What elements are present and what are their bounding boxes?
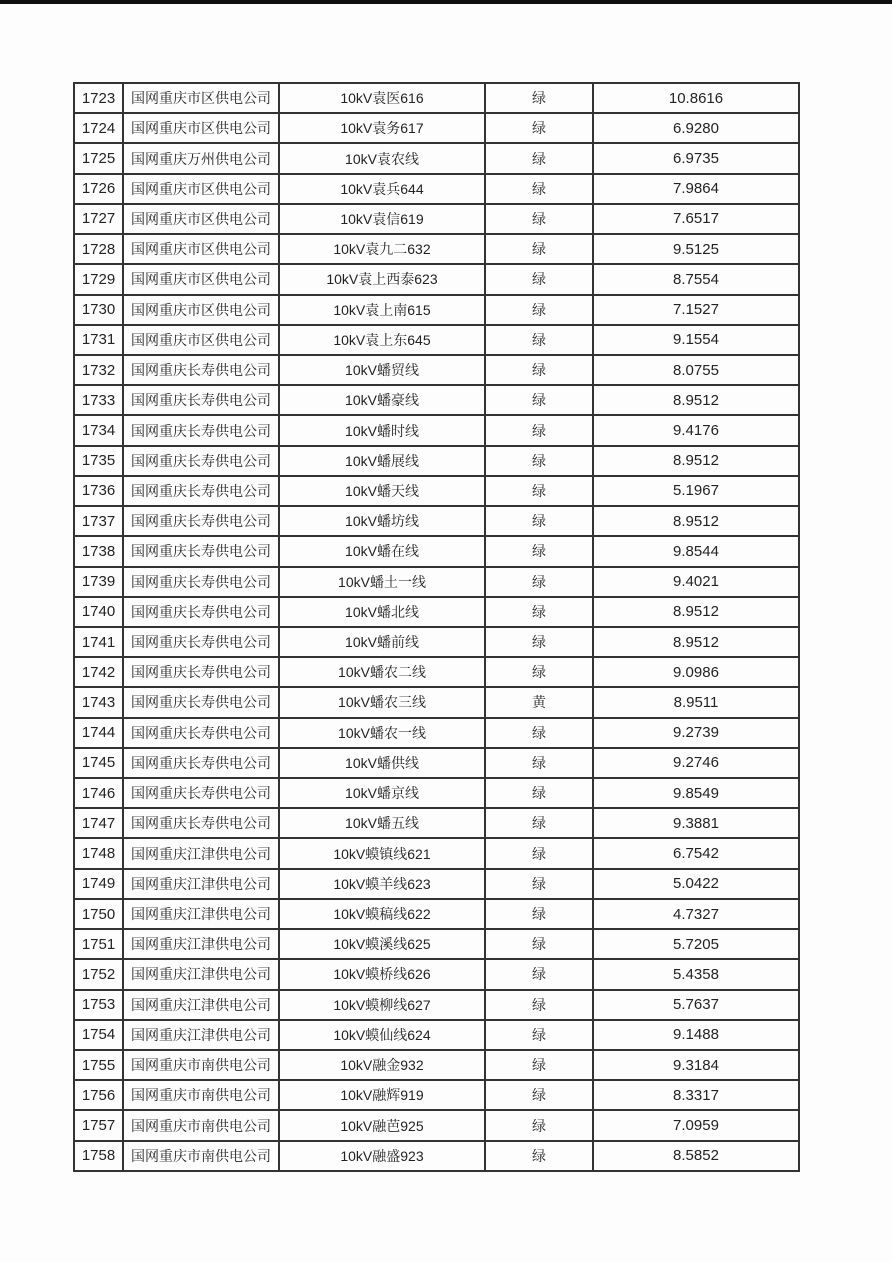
table-row — [74, 355, 799, 385]
company-cell: 国网重庆长寿供电公司 — [123, 718, 279, 748]
table-row — [74, 869, 799, 899]
line-name-cell: 10kV蟠时线 — [279, 415, 485, 445]
line-name-cell: 10kV蟠五线 — [279, 808, 485, 838]
line-name-cell: 10kV融金932 — [279, 1050, 485, 1080]
value-cell: 7.1527 — [593, 295, 799, 325]
company-cell: 国网重庆江津供电公司 — [123, 869, 279, 899]
value-cell: 8.9511 — [593, 687, 799, 717]
value-cell: 9.0986 — [593, 657, 799, 687]
row-number-cell: 1738 — [74, 536, 123, 566]
table-row — [74, 567, 799, 597]
row-number-cell: 1754 — [74, 1020, 123, 1050]
company-cell: 国网重庆江津供电公司 — [123, 959, 279, 989]
line-name-cell: 10kV蟠贸线 — [279, 355, 485, 385]
row-number-cell: 1746 — [74, 778, 123, 808]
status-cell: 绿 — [485, 476, 593, 506]
value-cell: 10.8616 — [593, 83, 799, 113]
company-cell: 国网重庆市区供电公司 — [123, 204, 279, 234]
table-row — [74, 1050, 799, 1080]
status-cell: 绿 — [485, 536, 593, 566]
line-name-cell: 10kV蟠农三线 — [279, 687, 485, 717]
table-row — [74, 113, 799, 143]
row-number-cell: 1755 — [74, 1050, 123, 1080]
company-cell: 国网重庆市区供电公司 — [123, 83, 279, 113]
row-number-cell: 1736 — [74, 476, 123, 506]
line-name-cell: 10kV袁兵644 — [279, 174, 485, 204]
status-cell: 绿 — [485, 174, 593, 204]
company-cell: 国网重庆市南供电公司 — [123, 1141, 279, 1171]
status-cell: 绿 — [485, 325, 593, 355]
value-cell: 9.4021 — [593, 567, 799, 597]
line-name-cell: 10kV蟠前线 — [279, 627, 485, 657]
row-number-cell: 1747 — [74, 808, 123, 838]
status-cell: 绿 — [485, 83, 593, 113]
row-number-cell: 1753 — [74, 990, 123, 1020]
value-cell: 8.9512 — [593, 597, 799, 627]
value-cell: 5.7637 — [593, 990, 799, 1020]
row-number-cell: 1743 — [74, 687, 123, 717]
table-row — [74, 234, 799, 264]
table-row — [74, 295, 799, 325]
line-name-cell: 10kV蟠坊线 — [279, 506, 485, 536]
value-cell: 9.8549 — [593, 778, 799, 808]
table-row — [74, 204, 799, 234]
line-name-cell: 10kV蟆柳线627 — [279, 990, 485, 1020]
table-row — [74, 808, 799, 838]
company-cell: 国网重庆长寿供电公司 — [123, 567, 279, 597]
table-row — [74, 657, 799, 687]
value-cell: 8.0755 — [593, 355, 799, 385]
value-cell: 9.1488 — [593, 1020, 799, 1050]
line-name-cell: 10kV蟠供线 — [279, 748, 485, 778]
table-row — [74, 325, 799, 355]
power-line-table — [73, 82, 800, 1172]
row-number-cell: 1756 — [74, 1080, 123, 1110]
row-number-cell: 1757 — [74, 1110, 123, 1140]
status-cell: 绿 — [485, 718, 593, 748]
table-row — [74, 385, 799, 415]
table-row — [74, 929, 799, 959]
table-row — [74, 687, 799, 717]
status-cell: 绿 — [485, 869, 593, 899]
row-number-cell: 1723 — [74, 83, 123, 113]
table-row — [74, 446, 799, 476]
row-number-cell: 1730 — [74, 295, 123, 325]
table-row — [74, 778, 799, 808]
table-row — [74, 597, 799, 627]
status-cell: 绿 — [485, 627, 593, 657]
line-name-cell: 10kV蟠在线 — [279, 536, 485, 566]
line-name-cell: 10kV蟆溪线625 — [279, 929, 485, 959]
line-name-cell: 10kV袁上西泰623 — [279, 264, 485, 294]
company-cell: 国网重庆长寿供电公司 — [123, 657, 279, 687]
table-row — [74, 1020, 799, 1050]
row-number-cell: 1726 — [74, 174, 123, 204]
line-name-cell: 10kV融芭925 — [279, 1110, 485, 1140]
value-cell: 9.3881 — [593, 808, 799, 838]
value-cell: 9.4176 — [593, 415, 799, 445]
line-name-cell: 10kV袁务617 — [279, 113, 485, 143]
company-cell: 国网重庆长寿供电公司 — [123, 687, 279, 717]
company-cell: 国网重庆长寿供电公司 — [123, 748, 279, 778]
line-name-cell: 10kV融盛923 — [279, 1141, 485, 1171]
line-name-cell: 10kV蟠土一线 — [279, 567, 485, 597]
status-cell: 绿 — [485, 597, 593, 627]
value-cell: 5.7205 — [593, 929, 799, 959]
status-cell: 绿 — [485, 567, 593, 597]
row-number-cell: 1729 — [74, 264, 123, 294]
value-cell: 8.9512 — [593, 446, 799, 476]
row-number-cell: 1737 — [74, 506, 123, 536]
value-cell: 9.3184 — [593, 1050, 799, 1080]
line-name-cell: 10kV蟠天线 — [279, 476, 485, 506]
value-cell: 8.7554 — [593, 264, 799, 294]
table-row — [74, 838, 799, 868]
status-cell: 绿 — [485, 234, 593, 264]
status-cell: 绿 — [485, 355, 593, 385]
top-bar — [0, 0, 892, 4]
table-row — [74, 536, 799, 566]
value-cell: 6.7542 — [593, 838, 799, 868]
value-cell: 9.2739 — [593, 718, 799, 748]
company-cell: 国网重庆长寿供电公司 — [123, 627, 279, 657]
value-cell: 6.9280 — [593, 113, 799, 143]
status-cell: 绿 — [485, 990, 593, 1020]
value-cell: 8.9512 — [593, 506, 799, 536]
company-cell: 国网重庆市区供电公司 — [123, 113, 279, 143]
value-cell: 7.0959 — [593, 1110, 799, 1140]
status-cell: 绿 — [485, 959, 593, 989]
status-cell: 绿 — [485, 1050, 593, 1080]
company-cell: 国网重庆市区供电公司 — [123, 325, 279, 355]
status-cell: 绿 — [485, 929, 593, 959]
line-name-cell: 10kV蟠豪线 — [279, 385, 485, 415]
status-cell: 绿 — [485, 838, 593, 868]
value-cell: 6.9735 — [593, 143, 799, 173]
status-cell: 绿 — [485, 264, 593, 294]
line-name-cell: 10kV蟠农一线 — [279, 718, 485, 748]
line-name-cell: 10kV蟆桥线626 — [279, 959, 485, 989]
table-row — [74, 990, 799, 1020]
line-name-cell: 10kV袁上南615 — [279, 295, 485, 325]
value-cell: 8.9512 — [593, 385, 799, 415]
status-cell: 绿 — [485, 415, 593, 445]
row-number-cell: 1739 — [74, 567, 123, 597]
line-name-cell: 10kV蟠展线 — [279, 446, 485, 476]
status-cell: 黄 — [485, 687, 593, 717]
company-cell: 国网重庆长寿供电公司 — [123, 536, 279, 566]
company-cell: 国网重庆江津供电公司 — [123, 929, 279, 959]
status-cell: 绿 — [485, 1020, 593, 1050]
value-cell: 5.4358 — [593, 959, 799, 989]
line-name-cell: 10kV蟆羊线623 — [279, 869, 485, 899]
row-number-cell: 1732 — [74, 355, 123, 385]
company-cell: 国网重庆长寿供电公司 — [123, 446, 279, 476]
row-number-cell: 1734 — [74, 415, 123, 445]
company-cell: 国网重庆长寿供电公司 — [123, 355, 279, 385]
line-name-cell: 10kV蟆仙线624 — [279, 1020, 485, 1050]
value-cell: 5.1967 — [593, 476, 799, 506]
line-name-cell: 10kV袁信619 — [279, 204, 485, 234]
document-sheet — [73, 82, 798, 1172]
value-cell: 9.2746 — [593, 748, 799, 778]
row-number-cell: 1748 — [74, 838, 123, 868]
company-cell: 国网重庆市区供电公司 — [123, 174, 279, 204]
value-cell: 8.5852 — [593, 1141, 799, 1171]
line-name-cell: 10kV蟠农二线 — [279, 657, 485, 687]
row-number-cell: 1741 — [74, 627, 123, 657]
table-row — [74, 1110, 799, 1140]
row-number-cell: 1750 — [74, 899, 123, 929]
table-row — [74, 1141, 799, 1171]
value-cell: 8.9512 — [593, 627, 799, 657]
row-number-cell: 1727 — [74, 204, 123, 234]
row-number-cell: 1749 — [74, 869, 123, 899]
row-number-cell: 1728 — [74, 234, 123, 264]
status-cell: 绿 — [485, 1110, 593, 1140]
table-row — [74, 476, 799, 506]
table-body — [74, 83, 799, 1171]
status-cell: 绿 — [485, 204, 593, 234]
company-cell: 国网重庆江津供电公司 — [123, 1020, 279, 1050]
company-cell: 国网重庆江津供电公司 — [123, 838, 279, 868]
row-number-cell: 1745 — [74, 748, 123, 778]
row-number-cell: 1735 — [74, 446, 123, 476]
company-cell: 国网重庆长寿供电公司 — [123, 778, 279, 808]
table-row — [74, 415, 799, 445]
company-cell: 国网重庆江津供电公司 — [123, 899, 279, 929]
table-row — [74, 899, 799, 929]
line-name-cell: 10kV蟆稿线622 — [279, 899, 485, 929]
value-cell: 9.1554 — [593, 325, 799, 355]
value-cell: 9.5125 — [593, 234, 799, 264]
row-number-cell: 1724 — [74, 113, 123, 143]
row-number-cell: 1742 — [74, 657, 123, 687]
status-cell: 绿 — [485, 748, 593, 778]
status-cell: 绿 — [485, 113, 593, 143]
table-row — [74, 506, 799, 536]
line-name-cell: 10kV袁医616 — [279, 83, 485, 113]
status-cell: 绿 — [485, 778, 593, 808]
value-cell: 7.6517 — [593, 204, 799, 234]
company-cell: 国网重庆长寿供电公司 — [123, 415, 279, 445]
table-row — [74, 174, 799, 204]
company-cell: 国网重庆市区供电公司 — [123, 264, 279, 294]
table-row — [74, 718, 799, 748]
line-name-cell: 10kV袁上东645 — [279, 325, 485, 355]
row-number-cell: 1740 — [74, 597, 123, 627]
company-cell: 国网重庆市区供电公司 — [123, 234, 279, 264]
company-cell: 国网重庆万州供电公司 — [123, 143, 279, 173]
line-name-cell: 10kV蟠北线 — [279, 597, 485, 627]
table-row — [74, 83, 799, 113]
row-number-cell: 1751 — [74, 929, 123, 959]
row-number-cell: 1752 — [74, 959, 123, 989]
company-cell: 国网重庆市南供电公司 — [123, 1080, 279, 1110]
row-number-cell: 1731 — [74, 325, 123, 355]
status-cell: 绿 — [485, 446, 593, 476]
status-cell: 绿 — [485, 295, 593, 325]
status-cell: 绿 — [485, 143, 593, 173]
status-cell: 绿 — [485, 385, 593, 415]
row-number-cell: 1744 — [74, 718, 123, 748]
status-cell: 绿 — [485, 657, 593, 687]
table-row — [74, 143, 799, 173]
company-cell: 国网重庆长寿供电公司 — [123, 597, 279, 627]
table-row — [74, 748, 799, 778]
line-name-cell: 10kV蟠京线 — [279, 778, 485, 808]
value-cell: 4.7327 — [593, 899, 799, 929]
status-cell: 绿 — [485, 1141, 593, 1171]
row-number-cell: 1733 — [74, 385, 123, 415]
table-row — [74, 959, 799, 989]
line-name-cell: 10kV蟆镇线621 — [279, 838, 485, 868]
line-name-cell: 10kV袁农线 — [279, 143, 485, 173]
company-cell: 国网重庆长寿供电公司 — [123, 385, 279, 415]
company-cell: 国网重庆长寿供电公司 — [123, 808, 279, 838]
status-cell: 绿 — [485, 899, 593, 929]
company-cell: 国网重庆江津供电公司 — [123, 990, 279, 1020]
table-row — [74, 1080, 799, 1110]
line-name-cell: 10kV袁九二632 — [279, 234, 485, 264]
row-number-cell: 1725 — [74, 143, 123, 173]
company-cell: 国网重庆市南供电公司 — [123, 1110, 279, 1140]
status-cell: 绿 — [485, 808, 593, 838]
line-name-cell: 10kV融辉919 — [279, 1080, 485, 1110]
status-cell: 绿 — [485, 506, 593, 536]
value-cell: 9.8544 — [593, 536, 799, 566]
value-cell: 7.9864 — [593, 174, 799, 204]
value-cell: 8.3317 — [593, 1080, 799, 1110]
company-cell: 国网重庆长寿供电公司 — [123, 476, 279, 506]
status-cell: 绿 — [485, 1080, 593, 1110]
row-number-cell: 1758 — [74, 1141, 123, 1171]
table-row — [74, 627, 799, 657]
value-cell: 5.0422 — [593, 869, 799, 899]
company-cell: 国网重庆市区供电公司 — [123, 295, 279, 325]
table-row — [74, 264, 799, 294]
company-cell: 国网重庆长寿供电公司 — [123, 506, 279, 536]
company-cell: 国网重庆市南供电公司 — [123, 1050, 279, 1080]
